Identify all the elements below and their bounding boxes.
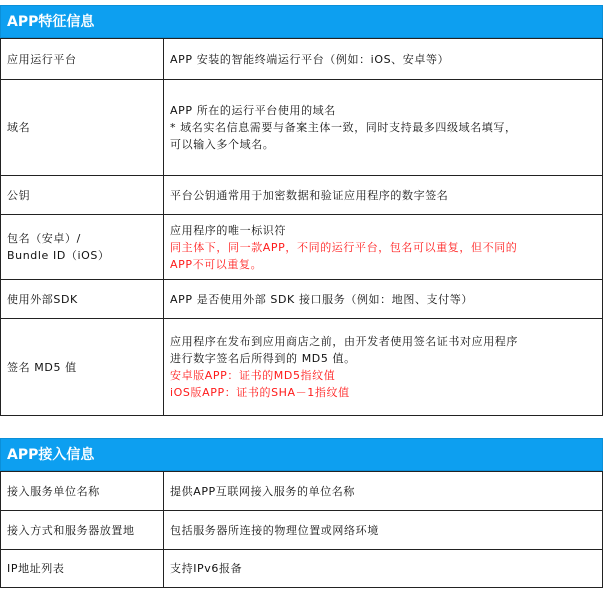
row-label-platform — [1, 39, 164, 80]
label-line: IP地址列表 — [7, 562, 65, 575]
table-row — [1, 511, 603, 550]
desc-line: 平台公钥通常用于加密数据和验证应用程序的数字签名 — [170, 188, 449, 202]
app-access-info-section — [0, 438, 603, 588]
row-label-external-sdk — [1, 280, 164, 319]
desc-line: 应用程序在发布到应用商店之前，由开发者使用签名证书对应用程序 — [170, 335, 518, 348]
desc-line: 支持IPv6报备 — [170, 562, 243, 575]
row-label-public-key — [1, 176, 164, 215]
label-line: 应用运行平台 — [7, 52, 77, 66]
table-row — [1, 176, 603, 215]
desc-line: APP 所在的运行平台使用的域名 — [170, 104, 336, 117]
row-desc-package-name — [164, 215, 603, 280]
row-desc-platform — [164, 39, 603, 80]
table-row — [1, 319, 603, 416]
desc-line: 应用程序的唯一标识符 — [170, 223, 286, 237]
row-desc-access-unit — [164, 472, 603, 511]
row-desc-ip-list — [164, 550, 603, 588]
label-line: 域名 — [7, 121, 31, 134]
row-label-access-method — [1, 511, 164, 550]
desc-line-highlight: 安卓版APP：证书的MD5指纹值 — [170, 369, 336, 382]
row-label-md5 — [1, 319, 164, 416]
label-line: Bundle ID（iOS） — [7, 249, 110, 262]
app-feature-info-table — [0, 38, 603, 416]
table-row — [1, 215, 603, 280]
app-access-info-table — [0, 471, 603, 588]
row-label-ip-list — [1, 550, 164, 588]
desc-line: 可以输入多个域名。 — [170, 138, 275, 151]
row-label-domain — [1, 80, 164, 176]
section-banner-app-feature-info: APP特征信息 — [0, 5, 603, 38]
desc-line: APP 安装的智能终端运行平台（例如：iOS、安卓等） — [170, 52, 450, 66]
row-label-package-name — [1, 215, 164, 280]
row-desc-md5 — [164, 319, 603, 416]
table-row — [1, 550, 603, 588]
label-line: 签名 MD5 值 — [7, 360, 77, 374]
table-row — [1, 39, 603, 80]
label-line: 使用外部SDK — [7, 292, 78, 306]
row-desc-external-sdk — [164, 280, 603, 319]
table-row — [1, 80, 603, 176]
row-desc-access-method — [164, 511, 603, 550]
table-row — [1, 472, 603, 511]
row-desc-domain — [164, 80, 603, 176]
label-line: 接入方式和服务器放置地 — [7, 523, 135, 537]
label-line: 包名（安卓）/ — [7, 232, 81, 245]
desc-line: APP 是否使用外部 SDK 接口服务（例如：地图、支付等） — [170, 292, 473, 306]
desc-line-highlight: iOS版APP：证书的SHA－1指纹值 — [170, 386, 350, 399]
label-line: 接入服务单位名称 — [7, 484, 100, 498]
desc-line: 进行数字签名后所得到的 MD5 值。 — [170, 352, 356, 365]
desc-line-highlight: APP不可以重复。 — [170, 257, 263, 271]
row-desc-public-key — [164, 176, 603, 215]
desc-line: * 域名实名信息需要与备案主体一致，同时支持最多四级域名填写， — [170, 121, 517, 134]
table-row — [1, 280, 603, 319]
app-feature-info-section — [0, 5, 603, 416]
section-banner-app-access-info: APP接入信息 — [0, 438, 603, 471]
desc-line-highlight: 同主体下，同一款APP，不同的运行平台，包名可以重复，但不同的 — [170, 240, 518, 254]
desc-line: 提供APP互联网接入服务的单位名称 — [170, 484, 355, 498]
desc-line: 包括服务器所连接的物理位置或网络环境 — [170, 523, 379, 537]
label-line: 公钥 — [7, 188, 31, 202]
row-label-access-unit — [1, 472, 164, 511]
